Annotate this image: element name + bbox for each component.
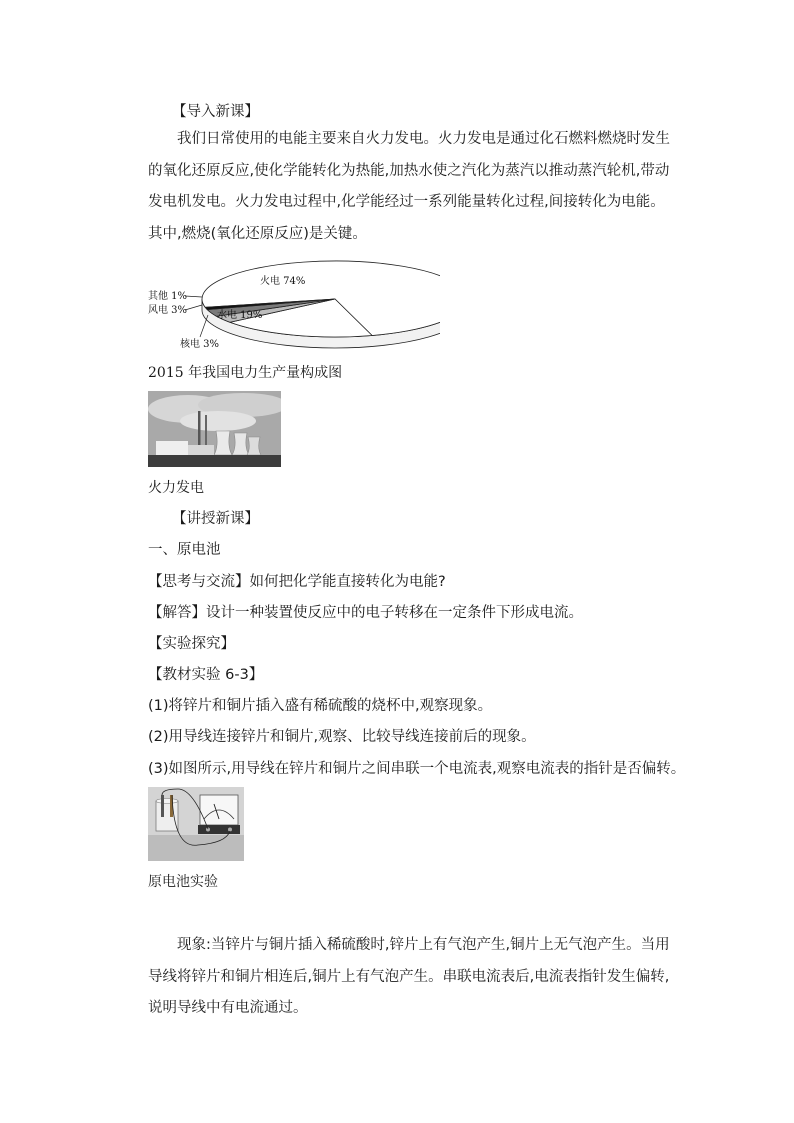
photo2-caption: 原电池实验 [148,874,218,890]
pie-label-wind: 风电 3% [148,305,188,316]
phenomenon-paragraph: 现象:当锌片与铜片插入稀硫酸时,锌片上有气泡产生,铜片上无气泡产生。当用导线将锌片和铜片相连后,铜片上有气泡产生。串联电流表后,电流表指针发生偏转,说明导线中有电流通过。 [148,937,670,1016]
thermal-power-photo [148,391,281,467]
pie-leader-nuclear [200,315,208,337]
intro-paragraph: 我们日常使用的电能主要来自火力发电。火力发电是通过化石燃料燃烧时发生的氧化还原反应,使化学能转化为热能,加热水使之汽化为蒸汽以推动蒸汽轮机,带动发电机发电。火力发电过程中,化学能经过一系列能量转化过程,间接转化为电能。其中,燃烧(氧化还原反应)是关键。 [148,131,670,242]
power-pie-chart [140,257,440,357]
think-line: 【思考与交流】如何把化学能直接转化为电能? [148,574,446,590]
galvanic-cell-photo [148,787,244,861]
lecture-heading: 【讲授新课】 [172,511,259,527]
pie-label-other: 其他 1% [148,291,188,302]
step-3: (3)如图所示,用导线在锌片和铜片之间串联一个电流表,观察电流表的指针是否偏转。 [148,761,686,777]
intro-heading: 【导入新课】 [172,104,259,120]
step-1: (1)将锌片和铜片插入盛有稀硫酸的烧杯中,观察现象。 [148,698,493,714]
textbook-experiment: 【教材实验 6-3】 [148,667,264,683]
pie-label-thermal: 火电 74% [260,276,306,287]
experiment-heading: 【实验探究】 [148,636,235,652]
step-2: (2)用导线连接锌片和铜片,观察、比较导线连接前后的现象。 [148,729,536,745]
pie-leader-wind [185,305,202,310]
answer-line: 【解答】设计一种装置使反应中的电子转移在一定条件下形成电流。 [148,605,583,621]
photo1-caption: 火力发电 [148,480,204,496]
section-title: 一、原电池 [148,542,221,558]
pie-caption: 2015 年我国电力生产量构成图 [148,365,343,381]
pie-label-hydro: 水电 19% [217,310,263,321]
pie-label-nuclear: 核电 3% [180,339,220,350]
pie-leader-other [185,296,202,297]
